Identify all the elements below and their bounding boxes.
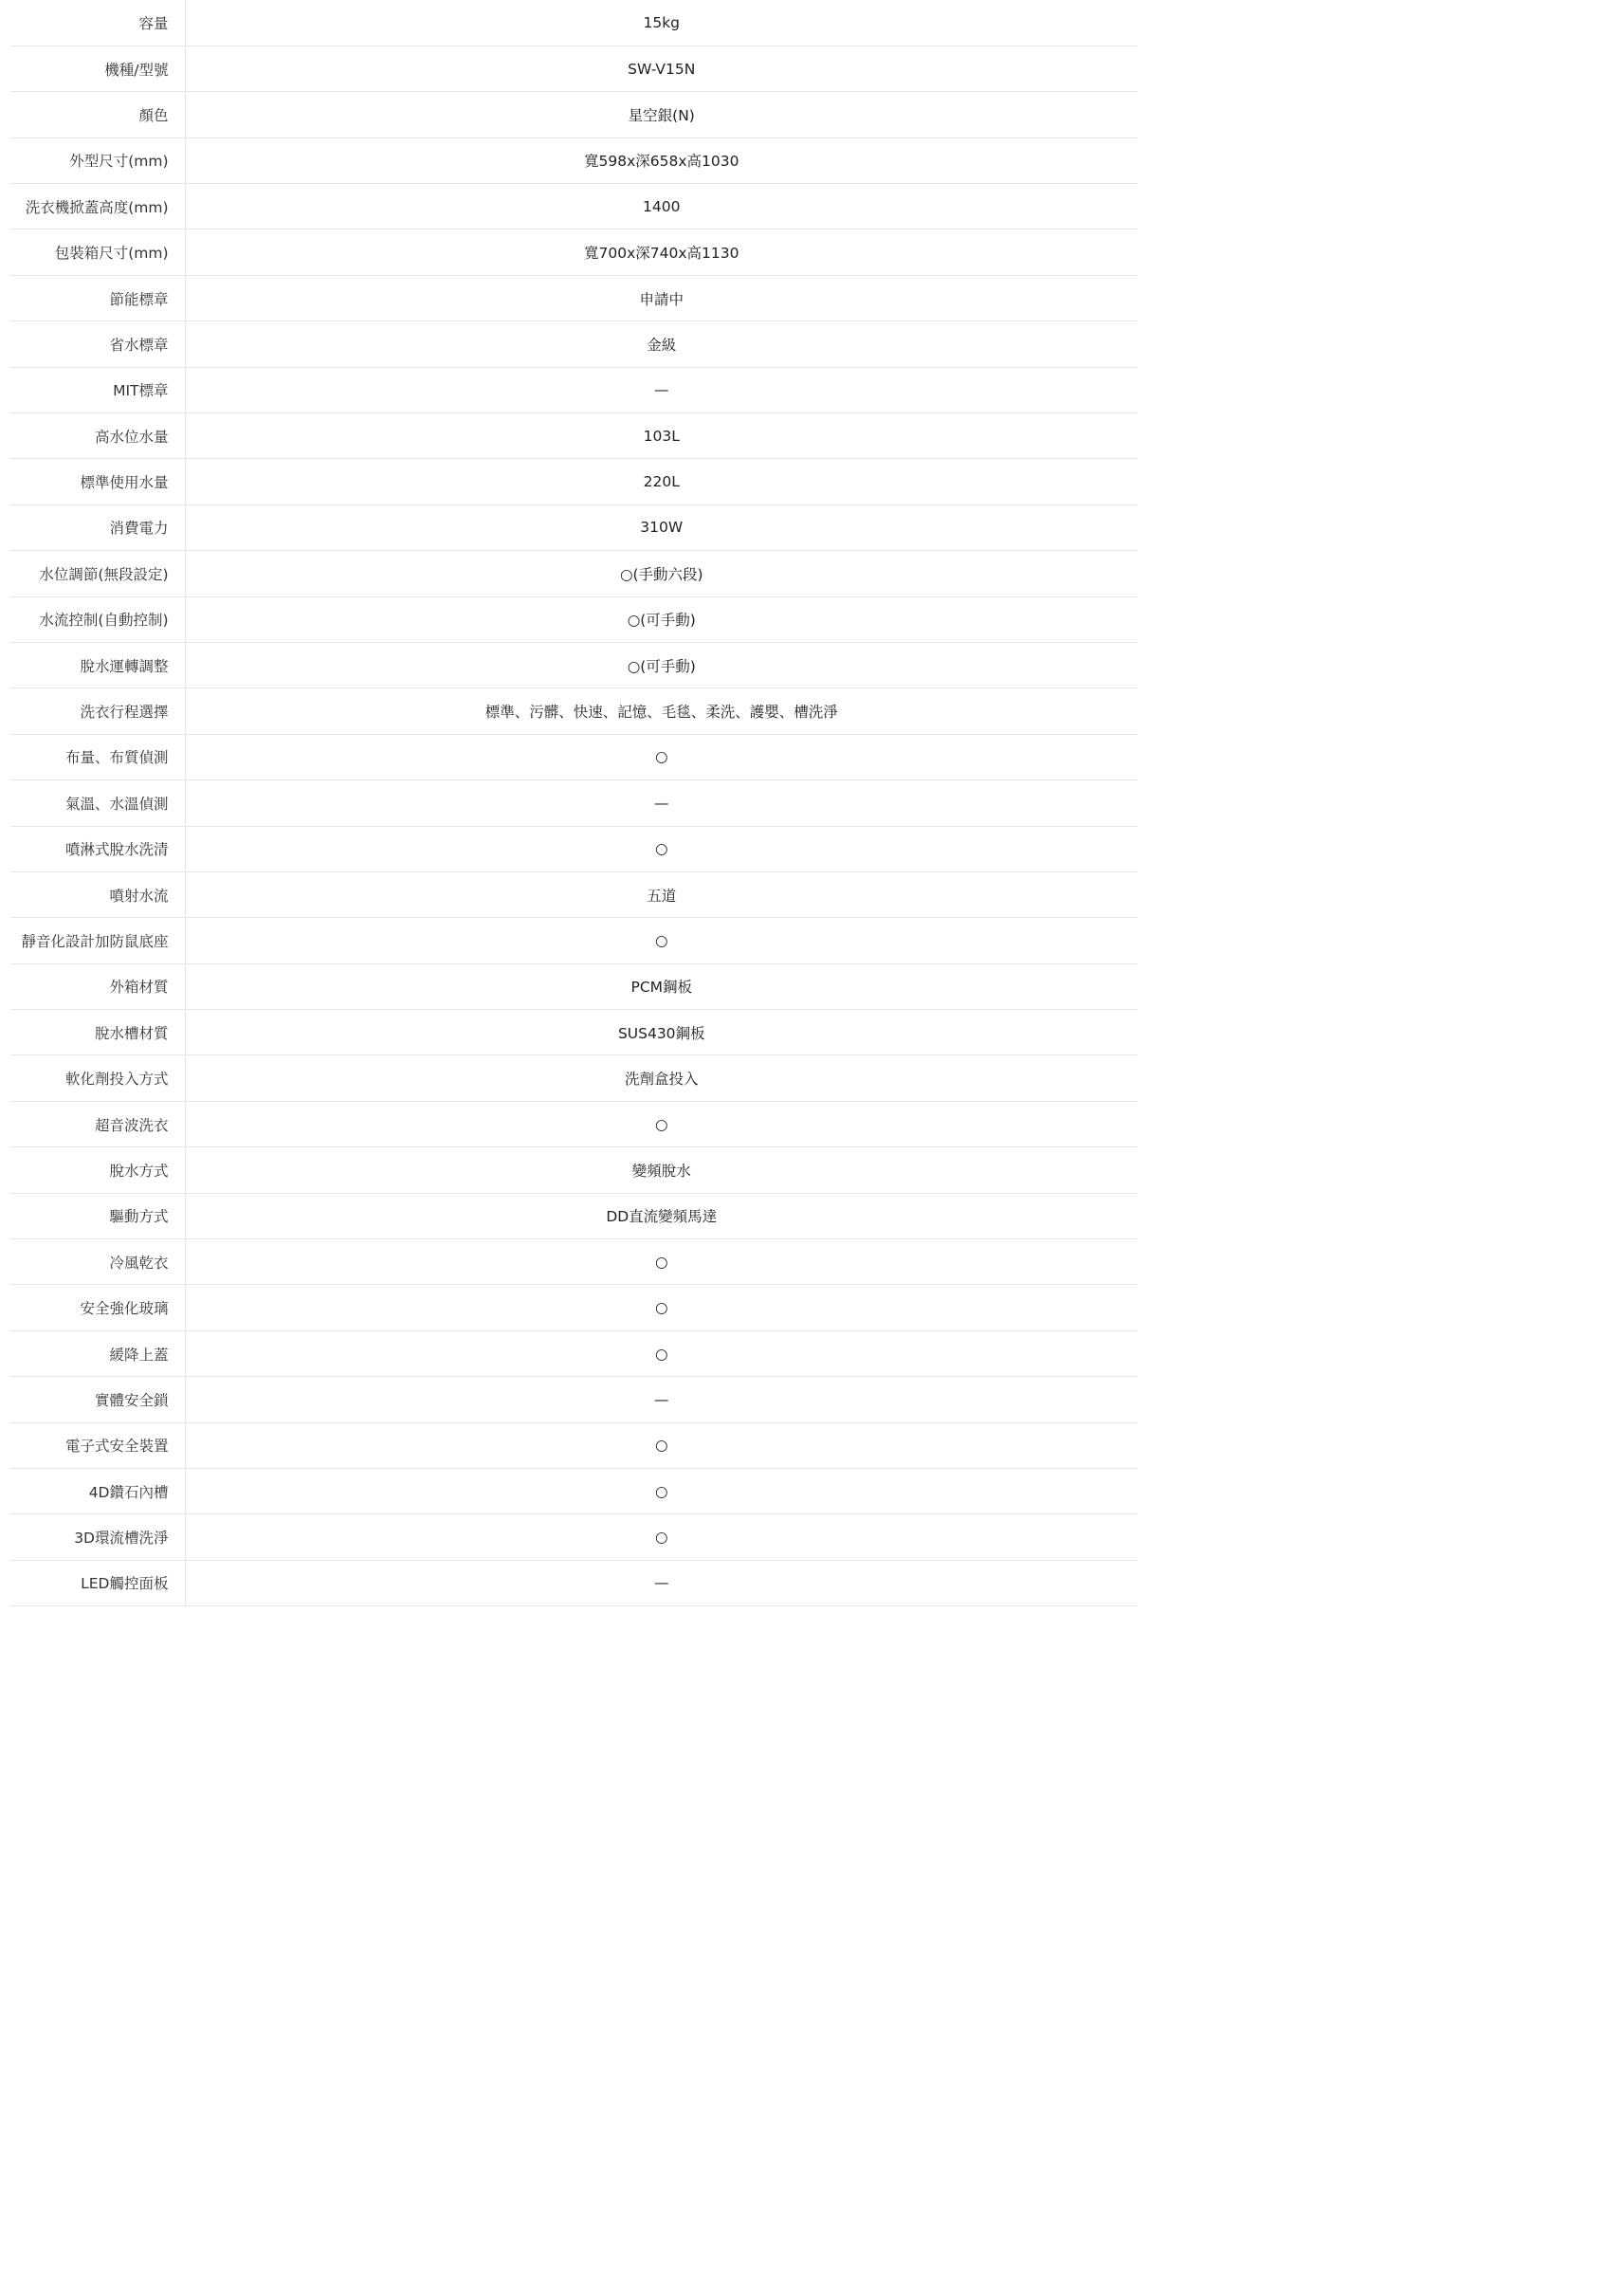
spec-label: 電子式安全裝置 [10,1422,185,1468]
spec-label: 外箱材質 [10,963,185,1009]
spec-row [10,92,1138,137]
spec-label: 軟化劑投入方式 [10,1055,185,1101]
spec-row [10,1239,1138,1285]
spec-label: 容量 [10,0,185,46]
spec-label: 噴淋式脫水洗清 [10,826,185,871]
spec-value: ○ [185,1422,1138,1468]
spec-label: 安全強化玻璃 [10,1285,185,1330]
spec-label: MIT標章 [10,367,185,412]
spec-value: ○ [185,1469,1138,1514]
spec-row [10,780,1138,826]
spec-value: 寬598x深658x高1030 [185,137,1138,183]
spec-value: — [185,1377,1138,1422]
spec-value: DD直流變頻馬達 [185,1193,1138,1238]
spec-value: ○ [185,1514,1138,1560]
spec-label: 緩降上蓋 [10,1330,185,1376]
spec-label: 脫水槽材質 [10,1010,185,1055]
spec-label: 包裝箱尺寸(mm) [10,229,185,275]
spec-row [10,1055,1138,1101]
spec-table [10,0,1138,1606]
spec-label: 省水標章 [10,321,185,367]
spec-row [10,229,1138,275]
spec-value: ○ [185,1330,1138,1376]
spec-label: 高水位水量 [10,413,185,459]
spec-value: — [185,780,1138,826]
spec-row [10,1377,1138,1422]
spec-row [10,1514,1138,1560]
spec-row [10,688,1138,734]
spec-label: 噴射水流 [10,871,185,917]
spec-row [10,1469,1138,1514]
spec-row [10,551,1138,596]
spec-row [10,275,1138,321]
spec-row [10,504,1138,550]
spec-value: ○ [185,826,1138,871]
spec-value: 星空銀(N) [185,92,1138,137]
spec-row [10,367,1138,412]
spec-row [10,918,1138,963]
spec-label: LED觸控面板 [10,1560,185,1605]
spec-value: 103L [185,413,1138,459]
spec-label: 布量、布質偵測 [10,734,185,779]
spec-row [10,321,1138,367]
spec-label: 冷風乾衣 [10,1239,185,1285]
spec-value: 五道 [185,871,1138,917]
spec-value: 1400 [185,184,1138,229]
spec-row [10,596,1138,642]
spec-label: 脫水運轉調整 [10,642,185,687]
spec-row [10,1010,1138,1055]
spec-value: ○ [185,918,1138,963]
spec-row [10,1330,1138,1376]
spec-value: SUS430鋼板 [185,1010,1138,1055]
spec-row [10,137,1138,183]
spec-value: ○ [185,1101,1138,1146]
spec-label: 洗衣行程選擇 [10,688,185,734]
spec-value: ○ [185,734,1138,779]
spec-label: 顏色 [10,92,185,137]
spec-row [10,1101,1138,1146]
spec-value: 申請中 [185,275,1138,321]
spec-row [10,734,1138,779]
spec-row [10,1422,1138,1468]
spec-label: 消費電力 [10,504,185,550]
spec-value: 變頻脫水 [185,1147,1138,1193]
spec-label: 氣溫、水溫偵測 [10,780,185,826]
spec-row [10,642,1138,687]
spec-value: 220L [185,459,1138,504]
spec-label: 超音波洗衣 [10,1101,185,1146]
spec-label: 水流控制(自動控制) [10,596,185,642]
spec-value: 洗劑盒投入 [185,1055,1138,1101]
spec-row [10,0,1138,46]
spec-label: 洗衣機掀蓋高度(mm) [10,184,185,229]
spec-table-body [10,0,1138,1606]
spec-row [10,46,1138,91]
spec-value: — [185,1560,1138,1605]
spec-row [10,1193,1138,1238]
spec-row [10,1147,1138,1193]
spec-row [10,826,1138,871]
spec-value: 標準、污髒、快速、記憶、毛毯、柔洗、護嬰、槽洗淨 [185,688,1138,734]
spec-row [10,963,1138,1009]
spec-label: 水位調節(無段設定) [10,551,185,596]
spec-row [10,459,1138,504]
spec-label: 脫水方式 [10,1147,185,1193]
spec-value: PCM鋼板 [185,963,1138,1009]
spec-value: 寬700x深740x高1130 [185,229,1138,275]
spec-value: ○(手動六段) [185,551,1138,596]
spec-label: 3D環流槽洗淨 [10,1514,185,1560]
spec-label: 靜音化設計加防鼠底座 [10,918,185,963]
spec-label: 4D鑽石內槽 [10,1469,185,1514]
spec-value: — [185,367,1138,412]
spec-label: 機種/型號 [10,46,185,91]
spec-row [10,413,1138,459]
spec-label: 標準使用水量 [10,459,185,504]
spec-value: ○ [185,1239,1138,1285]
spec-row [10,1285,1138,1330]
spec-value: 15kg [185,0,1138,46]
spec-row [10,1560,1138,1605]
spec-value: ○ [185,1285,1138,1330]
spec-row [10,871,1138,917]
spec-value: ○(可手動) [185,596,1138,642]
spec-label: 驅動方式 [10,1193,185,1238]
spec-value: ○(可手動) [185,642,1138,687]
spec-value: 310W [185,504,1138,550]
spec-value: 金級 [185,321,1138,367]
spec-label: 節能標章 [10,275,185,321]
spec-value: SW-V15N [185,46,1138,91]
spec-label: 外型尺寸(mm) [10,137,185,183]
spec-label: 實體安全鎖 [10,1377,185,1422]
spec-row [10,184,1138,229]
